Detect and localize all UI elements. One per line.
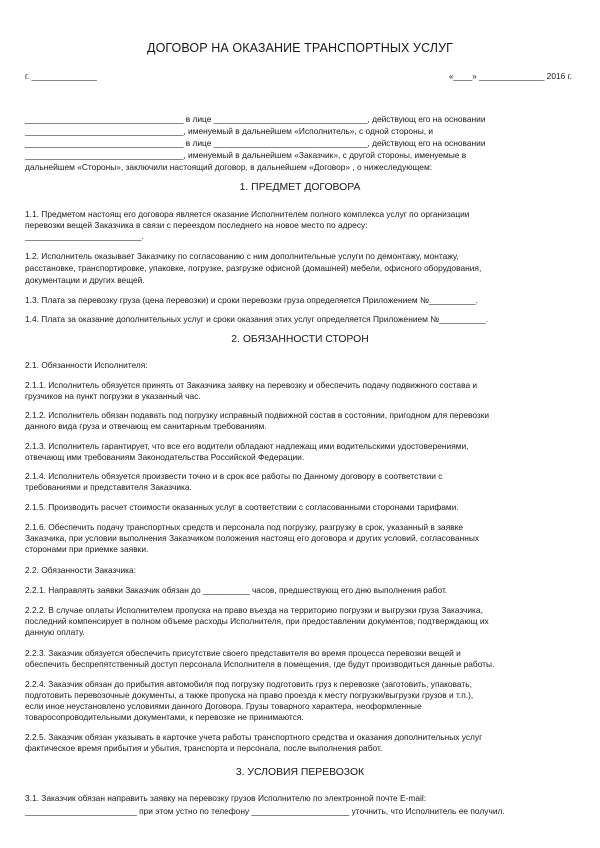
clause-line: расстановке, транспортировке, упаковке, погрузке, разгрузке офисной (домашней) мебели, офисного оборудования, — [25, 263, 482, 273]
clause-line: подготовить перевозочные документы, а также пропуска на право проезда к месту погрузки/выгрузки грузов и т.п.), — [25, 690, 474, 700]
clause-line: если иное неустановлено условиями данного Договора. Грузы товарного характера, неоформленные — [25, 701, 422, 711]
clause-line: 3.1. Заказчик обязан направить заявку на перевозку грузов Исполнителю по электронной почте E-mail: — [25, 793, 427, 803]
document-title: ДОГОВОР НА ОКАЗАНИЕ ТРАНСПОРТНЫХ УСЛУГ — [147, 41, 453, 55]
clause-line: данного вида груза и отвечающ ем санитарным требованиям. — [25, 421, 267, 431]
preamble-line: __________________________________, именуемый в дальнейшем «Заказчик», с другой стороны, именуемые в — [25, 150, 467, 160]
clause-line: 1.1. Предметом настоящ его договора является оказание Исполнителем полного комплекса услуг по организации — [25, 209, 470, 219]
clause-line: требованиями и представителя Заказчика. — [25, 482, 192, 492]
clause-line: 2.1.5. Производить расчет стоимости оказанных услуг в соответствии с согласованными сторонами тарифами. — [25, 502, 459, 512]
clause-line: 2.1.6. Обеспечить подачу транспортных средств и персонала под погрузку, разгрузку в срок, указанный в заявке — [25, 522, 464, 532]
clause-line: перевозки вещей Заказчика в связи с переездом последнего на новое место по адресу: — [25, 220, 368, 230]
clause-line: 2.2.4. Заказчик обязан до прибытия автомобиля под погрузку подготовить груз к перевозке (заготовить, упаковать, — [25, 679, 472, 689]
clause-line: данную оплату. — [25, 627, 85, 637]
clause-line: обеспечить беспрепятственный доступ персонала Исполнителя в помещения, где будут производиться данные работы. — [25, 659, 495, 669]
clause-line: 1.2. Исполнитель оказывает Заказчику по согласованию с ним дополнительные услуги по демонтажу, монтажу, — [25, 251, 459, 261]
clause-line: 2.2.1. Направлять заявки Заказчик обязан до __________ часов, предшествующ его дню выполнения работ. — [25, 585, 448, 595]
clause-line: ________________________ при этом устно по телефону _____________________ уточнить, что Исполнитель ее получил. — [25, 806, 505, 816]
clause-line: документации и других вещей. — [25, 275, 145, 285]
clause-line: 2.1.3. Исполнитель гарантирует, что все его водители обладают надлежащ ими водительскими удостоверениями, — [25, 441, 469, 451]
clause-line: грузчиков на пункт погрузки в указанный час. — [25, 391, 201, 401]
clause-line: 2.2. Обязанности Заказчика: — [25, 565, 136, 575]
clause-line: Заказчика, при условии выполнения Заказчиком положения настоящ его договора и других условий, согласованных — [25, 533, 480, 543]
clause-line: товаросопроводительными документами, к перевозке не принимаются. — [25, 712, 304, 722]
preamble-line: __________________________________, именуемый в дальнейшем «Исполнитель», с одной стороны, и — [25, 126, 434, 136]
clause-line: фактическое время прибытия и убытия, транспорта и персонала, после выполнения работ. — [25, 743, 383, 753]
clause-line: _________________________. — [25, 231, 144, 241]
clause-line: 2.1.2. Исполнитель обязан подавать под погрузку исправный подвижной состав в состоянии, пригодном для перевозки — [25, 410, 490, 420]
clause-line: 2.1.1. Исполнитель обязуется принять от Заказчика заявку на перевозку и обеспечить подачу подвижного состава и — [25, 380, 478, 390]
clause-line: 2.1. Обязанности Исполнителя: — [25, 360, 148, 370]
clause-line: 2.2.3. Заказчик обязуется обеспечить присутствие своего представителя во время процесса перевозки вещей и — [25, 648, 461, 658]
preamble-line: __________________________________ в лице _________________________________, действующ его на основании — [25, 114, 486, 124]
date-field: «____» ______________ 2016 г. — [448, 71, 572, 81]
clause-line: 2.1.4. Исполнитель обязуется произвести точно и в срок все работы по Данному договору в соответствии с — [25, 471, 443, 481]
section-heading: 1. ПРЕДМЕТ ДОГОВОРА — [239, 182, 361, 193]
section-heading: 2. ОБЯЗАННОСТИ СТОРОН — [231, 334, 369, 345]
clause-line: последний компенсирует в полном объеме расходы Исполнителя, при предоставлении документов, подтверждающ их — [25, 616, 489, 626]
clause-line: сторонами при приемке заявки. — [25, 544, 149, 554]
preamble-line: __________________________________ в лице _________________________________, действующ его на основании — [25, 138, 486, 148]
clause-line: 2.2.5. Заказчик обязан указывать в карточке учета работы транспортного средства и оказания дополнительных услуг — [25, 732, 483, 742]
section-heading: 3. УСЛОВИЯ ПЕРЕВОЗОК — [235, 767, 365, 778]
city-field: г. ______________ — [25, 71, 97, 81]
preamble-line: дальнейшем «Стороны», заключили настоящий договор, в дальнейшем «Договор» , о нижеследующем: — [25, 162, 433, 172]
clause-line: отвечающ ими требованиям Законодательства Российской Федерации. — [25, 452, 305, 462]
clause-line: 2.2.2. В случае оплаты Исполнителем пропуска на право въезда на территорию погрузки и выгрузки груза Заказчика, — [25, 605, 483, 615]
clause-line: 1.3. Плата за перевозку груза (цена перевозки) и сроки перевозки груза определяется Приложением №__________. — [25, 295, 478, 305]
clause-line: 1.4. Плата за оказание дополнительных услуг и сроки оказания этих услуг определяется Приложением №__________. — [25, 314, 489, 324]
